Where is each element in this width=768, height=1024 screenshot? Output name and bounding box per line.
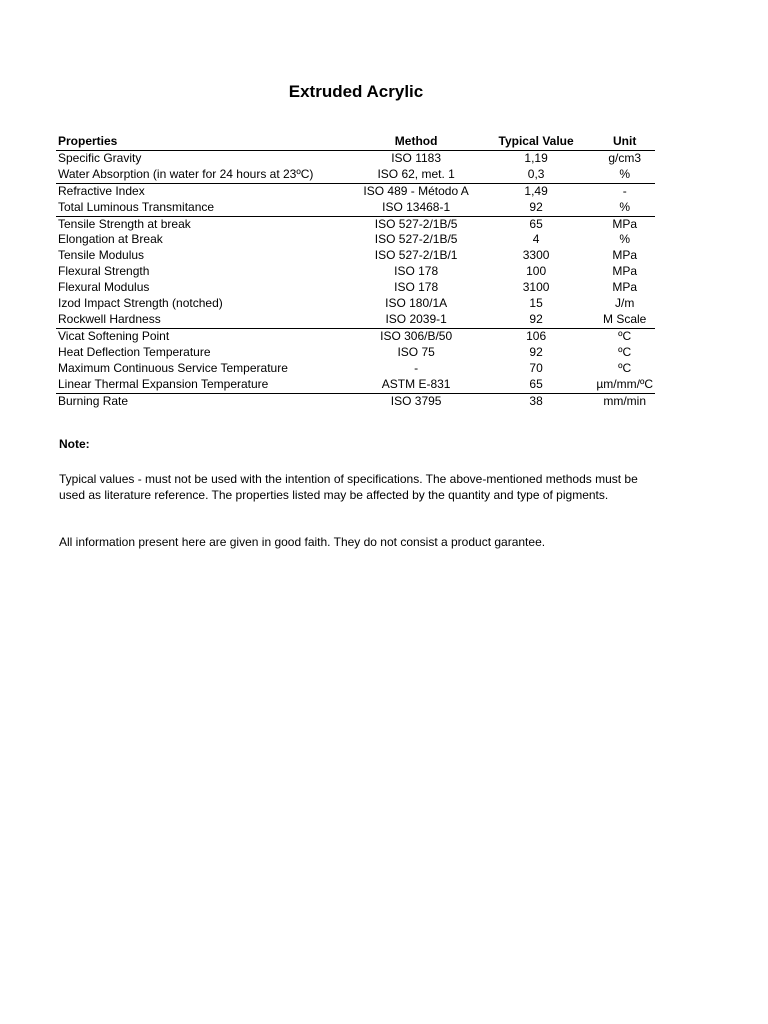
- property-cell: Tensile Strength at break: [58, 216, 191, 231]
- method-cell: ISO 527-2/1B/1: [374, 248, 458, 263]
- header-properties: Properties: [56, 134, 354, 150]
- unit-cell: M Scale: [594, 312, 655, 328]
- table-row: [56, 312, 655, 328]
- method-cell: ISO 527-2/1B/5: [374, 232, 458, 247]
- value-cell: 3300: [522, 248, 550, 263]
- unit-cell: µm/mm/ºC: [594, 377, 655, 393]
- property-cell: Flexural Modulus: [58, 280, 150, 295]
- value-cell: 3100: [522, 280, 550, 295]
- value-cell: 92: [478, 312, 595, 328]
- table-row: [56, 393, 655, 409]
- value-cell: 1,19: [524, 150, 548, 165]
- value-cell: 100: [526, 264, 547, 279]
- method-cell: ISO 1183: [391, 150, 442, 165]
- table-row: [56, 345, 655, 361]
- unit-cell: MPa: [612, 264, 638, 279]
- property-cell: Tensile Modulus: [58, 248, 145, 263]
- value-cell: 65: [529, 216, 543, 231]
- property-cell: Maximum Continuous Service Temperature: [58, 360, 288, 375]
- unit-cell: %: [619, 232, 631, 247]
- method-cell: ISO 75: [397, 344, 435, 359]
- value-cell: 15: [529, 296, 543, 311]
- property-cell: Izod Impact Strength (notched): [58, 296, 223, 311]
- property-cell: Linear Thermal Expansion Temperature: [56, 377, 354, 393]
- unit-cell: ºC: [618, 344, 632, 359]
- table-row: [56, 361, 655, 377]
- property-cell: Specific Gravity: [58, 150, 142, 165]
- header-typical-value: Typical Value: [478, 134, 595, 150]
- unit-cell: MPa: [612, 248, 638, 263]
- method-cell: -: [414, 360, 419, 375]
- table-row: [56, 248, 655, 264]
- unit-cell: -: [622, 183, 627, 198]
- value-cell: 1,49: [524, 183, 548, 198]
- value-cell: 38: [529, 393, 543, 408]
- note-label: Note:: [59, 437, 90, 451]
- table-row: [56, 328, 655, 344]
- value-cell: 70: [529, 360, 543, 375]
- unit-cell: J/m: [615, 296, 635, 311]
- properties-table: [56, 134, 655, 409]
- property-cell: Rockwell Hardness: [56, 312, 354, 328]
- unit-cell: MPa: [612, 216, 638, 231]
- method-cell: ISO 2039-1: [354, 312, 477, 328]
- property-cell: Total Luminous Transmitance: [56, 200, 354, 216]
- property-cell: Heat Deflection Temperature: [58, 344, 211, 359]
- method-cell: ISO 62, met. 1: [354, 167, 477, 183]
- value-cell: 92: [529, 344, 543, 359]
- unit-cell: MPa: [612, 280, 638, 295]
- value-cell: 106: [526, 328, 547, 343]
- table-row: [56, 167, 655, 183]
- property-cell: Flexural Strength: [58, 264, 150, 279]
- method-cell: ISO 489 - Método A: [363, 183, 469, 198]
- method-cell: ISO 3795: [390, 393, 442, 408]
- value-cell: 92: [478, 200, 595, 216]
- unit-cell: ºC: [618, 360, 632, 375]
- unit-cell: mm/min: [603, 393, 647, 408]
- method-cell: ISO 180/1A: [385, 296, 448, 311]
- document-title: Extruded Acrylic: [288, 82, 424, 101]
- header-unit: Unit: [594, 134, 655, 150]
- note-text: Typical values - must not be used with the intention of specifications. The above-mentioned methods must be used as literature reference. The properties listed may be affected by the quantity and type of pigments.: [59, 472, 638, 502]
- method-cell: ISO 527-2/1B/5: [374, 216, 458, 231]
- header-method: Method: [354, 134, 477, 150]
- method-cell: ISO 306/B/50: [380, 328, 453, 343]
- property-cell: Refractive Index: [58, 183, 145, 198]
- table-row: [56, 183, 655, 199]
- unit-cell: %: [594, 200, 655, 216]
- unit-cell: g/cm3: [608, 150, 642, 165]
- table-row: [56, 280, 655, 296]
- property-cell: Vicat Softening Point: [58, 328, 170, 343]
- table-header-row: [56, 134, 655, 150]
- table-row: [56, 264, 655, 280]
- property-cell: Elongation at Break: [58, 232, 163, 247]
- value-cell: 65: [478, 377, 595, 393]
- method-cell: ISO 178: [394, 264, 439, 279]
- table-row: [56, 216, 655, 232]
- unit-cell: ºC: [618, 328, 632, 343]
- disclaimer-text: All information present here are given in good faith. They do not consist a product garantee.: [59, 535, 546, 549]
- method-cell: ISO 13468-1: [354, 200, 477, 216]
- method-cell: ISO 178: [394, 280, 439, 295]
- table-row: [56, 200, 655, 216]
- table-row: [56, 232, 655, 248]
- value-cell: 0,3: [478, 167, 595, 183]
- table-row: [56, 296, 655, 312]
- table-row: [56, 150, 655, 166]
- method-cell: ASTM E-831: [354, 377, 477, 393]
- property-cell: Water Absorption (in water for 24 hours at 23ºC): [56, 167, 354, 183]
- property-cell: Burning Rate: [58, 393, 129, 408]
- table-row: [56, 377, 655, 393]
- value-cell: 4: [532, 232, 540, 247]
- unit-cell: %: [594, 167, 655, 183]
